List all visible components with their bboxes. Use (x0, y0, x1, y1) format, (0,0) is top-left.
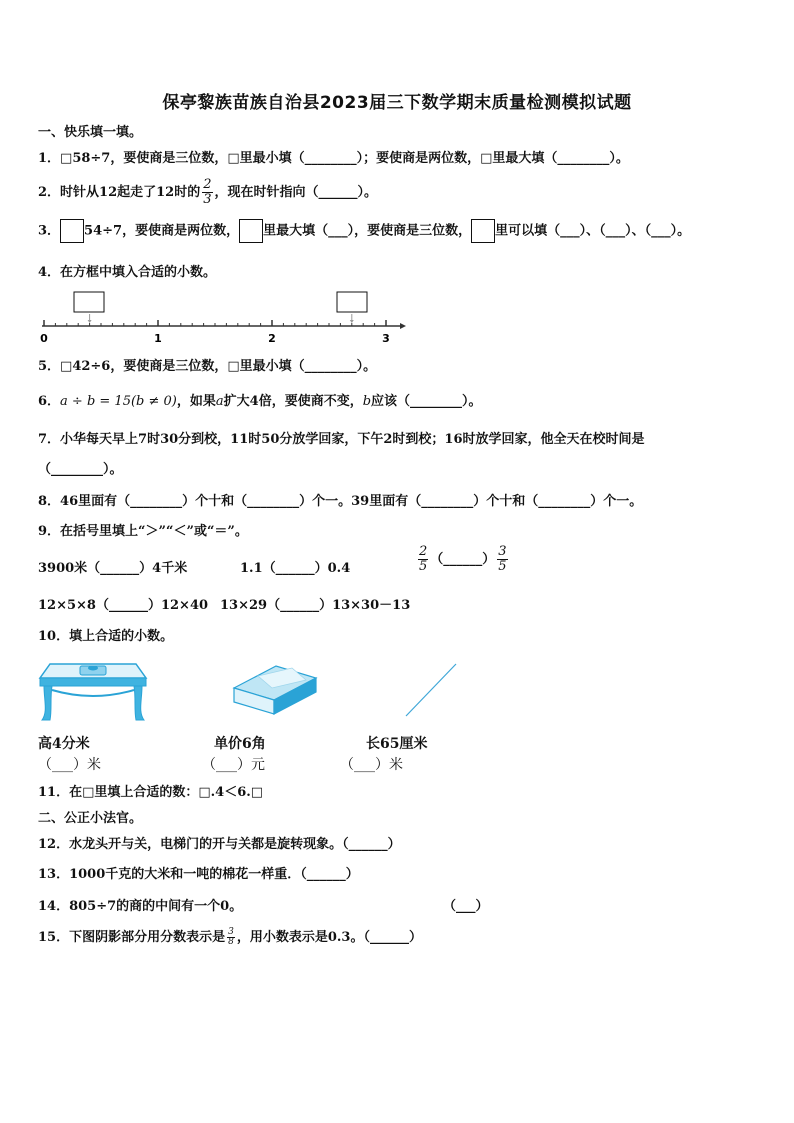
number-line-box-2[interactable] (337, 292, 367, 312)
q9-item-c (416, 545, 510, 574)
question-9: 9．在括号里填上“＞”“＜”或“＝”。 (38, 524, 248, 539)
q9-denominator-2: 5 (498, 559, 507, 574)
q6-equation: a ÷ b = 15(b ≠ 0) (60, 394, 177, 409)
q15-fraction (227, 928, 235, 947)
answer-box[interactable] (239, 219, 263, 243)
q6-text-2: 扩大4倍，要使商不变， (223, 394, 363, 409)
q9-item-b: 1.1（______）0.4 (240, 561, 351, 576)
section-1-heading: 一、快乐填一填。 (38, 125, 143, 140)
question-13: 13．1000千克的大米和一吨的棉花一样重．（______） (38, 867, 359, 882)
q10-caption-2: 单价6角 (214, 736, 266, 752)
table-image (36, 660, 148, 722)
q10-blank-3: （___）米 (340, 757, 403, 773)
q6-label: 6． (38, 394, 61, 409)
number-line (30, 288, 410, 346)
question-7-line-2: （________）。 (38, 462, 123, 477)
question-10: 10．填上合适的小数。 (38, 629, 174, 644)
question-5: 5．□42÷6，要使商是三位数，□里最小填（________）。 (38, 359, 377, 374)
question-14-blank: （___） (443, 899, 489, 914)
q10-blank-1: （___）米 (38, 757, 101, 773)
q9-blank: （______） (430, 552, 496, 567)
tick-label: 0 (40, 332, 48, 345)
question-7-line-1: 7．小华每天早上7时30分到校，11时50分放学回家，下午2时到校；16时放学回家，他全天在校时间是 (38, 432, 645, 447)
marker-arrow (88, 320, 92, 323)
q9-item-a: 3900米（______）4千米 (38, 561, 188, 576)
question-15 (38, 926, 422, 947)
number-line-arrow (400, 323, 406, 329)
q2-numerator: 2 (203, 177, 212, 192)
number-line-ticks (44, 320, 386, 326)
question-8: 8．46里面有（________）个十和（________）个一。39里面有（________）个十和（________）个一。 (38, 494, 643, 509)
q2-text-before: 2．时针从12起走了12时的 (38, 185, 201, 200)
q15-text-after: ，用小数表示是0.3。（______） (236, 930, 422, 945)
q9-numerator-2: 3 (498, 544, 507, 559)
q2-denominator: 3 (203, 192, 212, 207)
question-4: 4．在方框中填入合适的小数。 (38, 265, 217, 280)
q15-numerator: 3 (228, 927, 234, 937)
q2-text-after: ，现在时针指向（______）。 (214, 185, 378, 200)
number-line-box-1[interactable] (74, 292, 104, 312)
q9-fraction-2 (497, 545, 507, 574)
tick-label: 1 (154, 332, 162, 345)
q3-text-1: 54÷7，要使商是两位数， (84, 223, 240, 239)
number-line-markers (88, 314, 354, 323)
eraser-image (230, 664, 320, 716)
section-2-heading: 二、公正小法官。 (38, 811, 143, 826)
line-segment-image (400, 660, 462, 722)
question-12: 12．水龙头开与关，电梯门的开与关都是旋转现象。（______） (38, 837, 401, 852)
question-1: 1．□58÷7，要使商是三位数，□里最小填（________）；要使商是两位数，□里最大填（________）。 (38, 151, 629, 166)
q3-text-2: 里最大填（___），要使商是三位数， (263, 223, 472, 239)
q10-caption-3: 长65厘米 (366, 736, 428, 752)
question-2 (38, 178, 377, 207)
q9-fraction-1 (418, 545, 428, 574)
q2-fraction (202, 178, 212, 207)
q9-numerator-1: 2 (419, 544, 428, 559)
q10-caption-1: 高4分米 (38, 736, 90, 752)
page-title: 保亭黎族苗族自治县2023届三下数学期末质量检测模拟试题 (162, 93, 632, 113)
tick-label: 3 (382, 332, 390, 345)
question-14: 14．805÷7的商的中间有一个0。 (38, 899, 243, 914)
question-11: 11．在□里填上合适的数：□.4＜6.□ (38, 785, 264, 800)
q15-text-before: 15．下图阴影部分用分数表示是 (38, 930, 226, 945)
q10-blank-2: （___）元 (202, 757, 265, 773)
tick-label: 2 (268, 332, 276, 345)
number-line-labels (40, 332, 390, 345)
marker-arrow (350, 320, 354, 323)
q9-denominator-1: 5 (419, 559, 428, 574)
q9-item-d: 12×5×8（______）12×40 (38, 598, 209, 613)
q6-variable-a: a (215, 394, 224, 409)
q3-text-3: 里可以填（___）、（___）、（___）。 (495, 223, 691, 239)
answer-box[interactable] (60, 219, 84, 243)
q9-item-e: 13×29（______）13×30－13 (220, 598, 411, 613)
question-3 (38, 219, 690, 243)
question-6 (38, 390, 482, 409)
q6-text-1: ，如果 (176, 394, 216, 409)
q3-label: 3． (38, 223, 61, 239)
q6-variable-b: b (362, 394, 372, 409)
answer-box[interactable] (471, 219, 495, 243)
q6-text-3: 应该（________）。 (371, 394, 482, 409)
q15-denominator: 8 (228, 937, 234, 947)
